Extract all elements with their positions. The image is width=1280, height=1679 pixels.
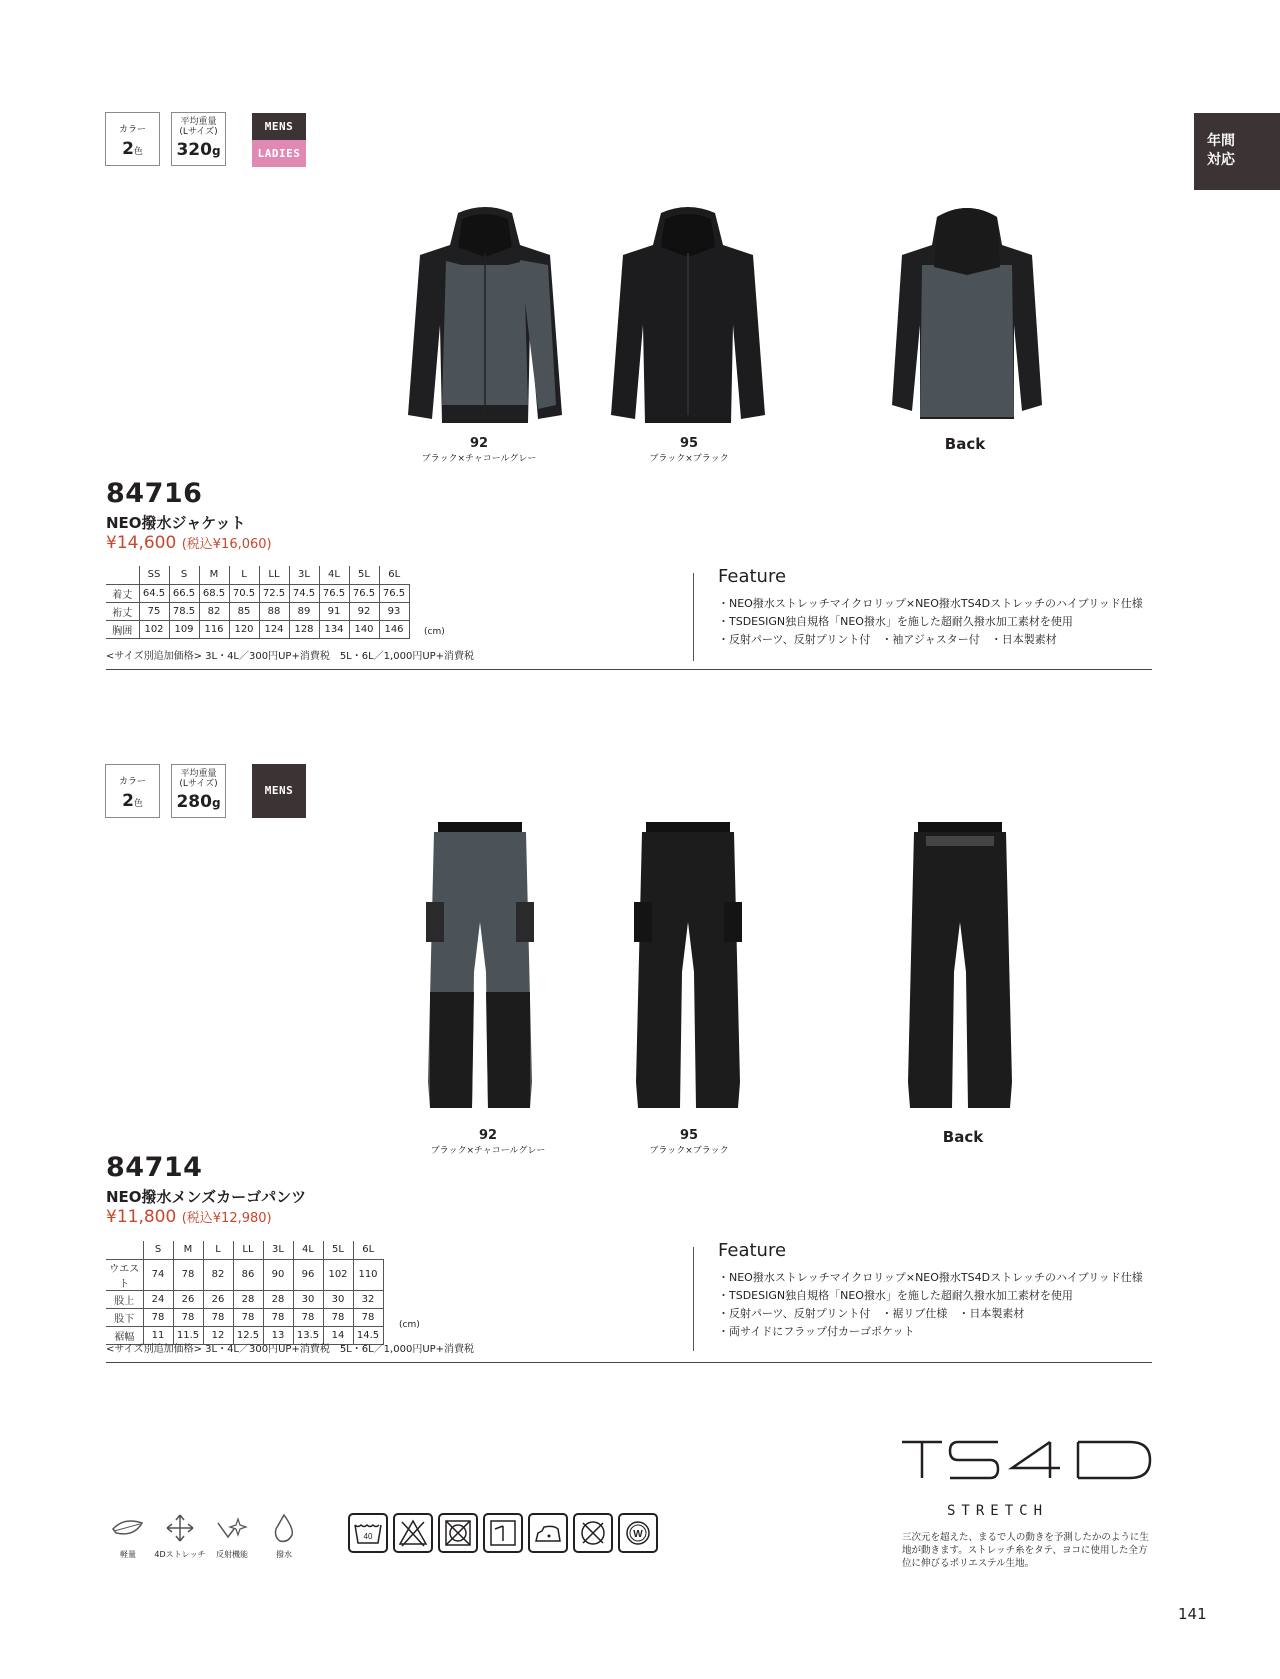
jacket-back-image [882, 205, 1052, 430]
cell: 14.5 [353, 1326, 383, 1344]
row-label: 股下 [106, 1308, 143, 1326]
cell: 82 [199, 602, 229, 620]
cell: 78 [173, 1308, 203, 1326]
stretch-arrows-icon [162, 1513, 198, 1543]
cell: 116 [199, 620, 229, 638]
back-label: Back [942, 1128, 984, 1146]
feature-title: Feature [718, 1240, 787, 1261]
color-unit: 色 [133, 799, 143, 809]
cell: 13 [263, 1326, 293, 1344]
unit-label: (cm) [424, 627, 445, 637]
function-label: 軽量 [120, 1550, 136, 1559]
weight-label: 平均重量 [180, 117, 217, 127]
row-label: 裾幅 [106, 1326, 143, 1344]
cell: 66.5 [169, 584, 199, 602]
cell: 32 [353, 1290, 383, 1308]
cell: 76.5 [379, 584, 409, 602]
no-dry-clean-icon [573, 1513, 613, 1553]
size-header: L [203, 1241, 233, 1259]
cell: 75 [139, 602, 169, 620]
cell: 64.5 [139, 584, 169, 602]
cell: 88 [259, 602, 289, 620]
weight-unit: g [211, 144, 221, 158]
weight-badge [171, 764, 226, 818]
cell: 78 [263, 1308, 293, 1326]
list-item: ・反射パーツ、反射プリント付 ・袖アジャスター付 ・日本製素材 [718, 633, 1057, 646]
size-header: 6L [379, 566, 409, 584]
no-tumble-dry-icon [438, 1513, 478, 1553]
reflect-icon [214, 1513, 250, 1543]
cell: 74 [143, 1259, 173, 1290]
color-label: カラー [118, 125, 146, 135]
ts4d-stretch-label: STRETCH [947, 1503, 1049, 1519]
gender-mens-badge: MENS [252, 113, 306, 140]
cell: 78 [233, 1308, 263, 1326]
cell: 11 [143, 1326, 173, 1344]
cell: 92 [349, 602, 379, 620]
cell: 134 [319, 620, 349, 638]
jacket-92-image [400, 205, 570, 430]
cell: 14 [323, 1326, 353, 1344]
cell: 26 [203, 1290, 233, 1308]
weight-size-label: (Lサイズ) [179, 779, 218, 789]
jacket-95-image [603, 205, 773, 430]
pants-back-image [900, 822, 1020, 1112]
cell: 96 [293, 1259, 323, 1290]
cell: 78 [143, 1308, 173, 1326]
price-with-tax: (税込¥12,980) [181, 1211, 272, 1226]
ts4d-logo [900, 1440, 1155, 1480]
table-row [106, 1259, 383, 1290]
product-number: 84714 [106, 1152, 203, 1183]
weight-badge [171, 112, 226, 166]
cell: 76.5 [319, 584, 349, 602]
cell: 85 [229, 602, 259, 620]
size-table [106, 1241, 384, 1345]
size-header: S [169, 566, 199, 584]
cell: 109 [169, 620, 199, 638]
cell: 102 [323, 1259, 353, 1290]
divider [693, 573, 694, 661]
size-header: 5L [323, 1241, 353, 1259]
list-item: ・NEO撥水ストレッチマイクロリップ×NEO撥水TS4Dストレッチのハイブリッド仕様 [718, 1271, 1143, 1284]
size-header: L [229, 566, 259, 584]
iron-low-icon [528, 1513, 568, 1553]
cell: 30 [293, 1290, 323, 1308]
color-count: 2 [122, 139, 134, 159]
size-header: LL [233, 1241, 263, 1259]
table-row [106, 602, 409, 620]
row-label: 股上 [106, 1290, 143, 1308]
variant-color: ブラック×チャコールグレー [421, 454, 537, 464]
product-price [106, 1207, 272, 1227]
size-surcharge-note: <サイズ別追加価格> 3L・4L／300円UP+消費税 5L・6L／1,000円UP+消費税 [106, 1344, 475, 1355]
list-item: ・TSDESIGN独自規格「NEO撥水」を施した超耐久撥水加工素材を使用 [718, 615, 1073, 628]
feature-list [718, 1269, 1143, 1341]
cell: 110 [353, 1259, 383, 1290]
cell: 78 [293, 1308, 323, 1326]
cell: 146 [379, 620, 409, 638]
function-label: 撥水 [276, 1550, 292, 1559]
cell: 78 [353, 1308, 383, 1326]
cell: 72.5 [259, 584, 289, 602]
function-reflective [202, 1513, 262, 1560]
cell: 93 [379, 602, 409, 620]
feather-icon [110, 1513, 146, 1543]
function-water-repellent [254, 1513, 314, 1560]
color-count-badge [105, 112, 160, 166]
size-surcharge-note: <サイズ別追加価格> 3L・4L／300円UP+消費税 5L・6L／1,000円UP+消費税 [106, 651, 475, 662]
size-header: LL [259, 566, 289, 584]
size-header: 4L [319, 566, 349, 584]
price-with-tax: (税込¥16,060) [181, 537, 272, 552]
wash-temp: 40 [363, 1532, 373, 1541]
size-header: S [143, 1241, 173, 1259]
cell: 102 [139, 620, 169, 638]
pants-92-image [420, 822, 540, 1112]
cell: 78.5 [169, 602, 199, 620]
gender-ladies-badge: LADIES [252, 140, 306, 167]
cell: 86 [233, 1259, 263, 1290]
wash-40-icon [348, 1513, 388, 1553]
price: ¥11,800 [106, 1207, 177, 1227]
section-divider [106, 1362, 1152, 1363]
size-header: 6L [353, 1241, 383, 1259]
pants-95-image [628, 822, 748, 1112]
cell: 90 [263, 1259, 293, 1290]
cell: 82 [203, 1259, 233, 1290]
cell: 28 [263, 1290, 293, 1308]
size-table [106, 566, 410, 639]
size-header: M [173, 1241, 203, 1259]
table-row [106, 1308, 383, 1326]
function-lightweight [98, 1513, 158, 1560]
cell: 140 [349, 620, 379, 638]
cell: 124 [259, 620, 289, 638]
cell: 26 [173, 1290, 203, 1308]
price: ¥14,600 [106, 533, 177, 553]
cell: 128 [289, 620, 319, 638]
cell: 78 [323, 1308, 353, 1326]
page-number: 141 [1178, 1605, 1207, 1623]
list-item: ・反射パーツ、反射プリント付 ・裾リブ仕様 ・日本製素材 [718, 1307, 1025, 1320]
gender-mens-badge: MENS [252, 764, 306, 818]
function-label: 反射機能 [216, 1550, 248, 1559]
feature-title: Feature [718, 566, 787, 587]
variant-code: 95 [679, 436, 699, 451]
variant-color: ブラック×ブラック [649, 1146, 729, 1156]
function-label: 4Dストレッチ [154, 1550, 206, 1559]
variant-color: ブラック×チャコールグレー [430, 1146, 546, 1156]
water-drop-icon [266, 1513, 302, 1543]
cell: 70.5 [229, 584, 259, 602]
no-bleach-icon [393, 1513, 433, 1553]
color-count-badge [105, 764, 160, 818]
cell: 89 [289, 602, 319, 620]
row-label: ウエスト [106, 1259, 143, 1290]
cell: 30 [323, 1290, 353, 1308]
weight-unit: g [211, 796, 221, 810]
back-label: Back [944, 435, 986, 453]
size-header: 3L [263, 1241, 293, 1259]
list-item: ・NEO撥水ストレッチマイクロリップ×NEO撥水TS4Dストレッチのハイブリッド仕様 [718, 597, 1143, 610]
product-name: NEO撥水メンズカーゴパンツ [106, 1188, 307, 1206]
variant-code: 95 [679, 1128, 699, 1143]
cell: 68.5 [199, 584, 229, 602]
size-header: M [199, 566, 229, 584]
cell: 78 [203, 1308, 233, 1326]
weight-value: 320 [176, 140, 212, 160]
color-count: 2 [122, 791, 134, 811]
cell: 78 [173, 1259, 203, 1290]
row-label: 胸囲 [106, 620, 139, 638]
variant-color: ブラック×ブラック [649, 454, 729, 464]
product-price [106, 533, 272, 553]
cell: 12.5 [233, 1326, 263, 1344]
product-name: NEO撥水ジャケット [106, 514, 246, 532]
cell: 24 [143, 1290, 173, 1308]
color-label: カラー [118, 777, 146, 787]
cell: 76.5 [349, 584, 379, 602]
season-tag: 年間 対応 [1194, 113, 1280, 190]
weight-size-label: (Lサイズ) [179, 127, 218, 137]
row-label: 着丈 [106, 584, 139, 602]
size-header: 3L [289, 566, 319, 584]
ts4d-description: 三次元を超えた、まるで人の動きを予測したかのように生地が動きます。ストレッチ糸をタテ、ヨコに使用した全方位に伸びるポリエステル生地。 [902, 1532, 1149, 1569]
cell: 120 [229, 620, 259, 638]
weight-value: 280 [176, 792, 212, 812]
size-header: 5L [349, 566, 379, 584]
svg-text:W: W [633, 1529, 643, 1540]
divider [693, 1247, 694, 1351]
size-header: SS [139, 566, 169, 584]
cell: 13.5 [293, 1326, 323, 1344]
care-label-row [348, 1513, 658, 1553]
table-row [106, 620, 409, 638]
cell: 74.5 [289, 584, 319, 602]
function-4d-stretch [150, 1513, 210, 1560]
color-unit: 色 [133, 147, 143, 157]
unit-label: (cm) [399, 1320, 420, 1330]
row-label: 裄丈 [106, 602, 139, 620]
line-dry-icon [483, 1513, 523, 1553]
table-row [106, 1290, 383, 1308]
feature-list [718, 595, 1143, 649]
section-divider [106, 669, 1152, 670]
weight-label: 平均重量 [180, 769, 217, 779]
cell: 28 [233, 1290, 263, 1308]
cell: 91 [319, 602, 349, 620]
variant-code: 92 [478, 1128, 498, 1143]
list-item: ・両サイドにフラップ付カーゴポケット [718, 1325, 915, 1338]
size-header: 4L [293, 1241, 323, 1259]
cell: 12 [203, 1326, 233, 1344]
list-item: ・TSDESIGN独自規格「NEO撥水」を施した超耐久撥水加工素材を使用 [718, 1289, 1073, 1302]
variant-code: 92 [469, 436, 489, 451]
wet-clean-icon [618, 1513, 658, 1553]
cell: 11.5 [173, 1326, 203, 1344]
product-number: 84716 [106, 478, 203, 509]
table-row [106, 584, 409, 602]
